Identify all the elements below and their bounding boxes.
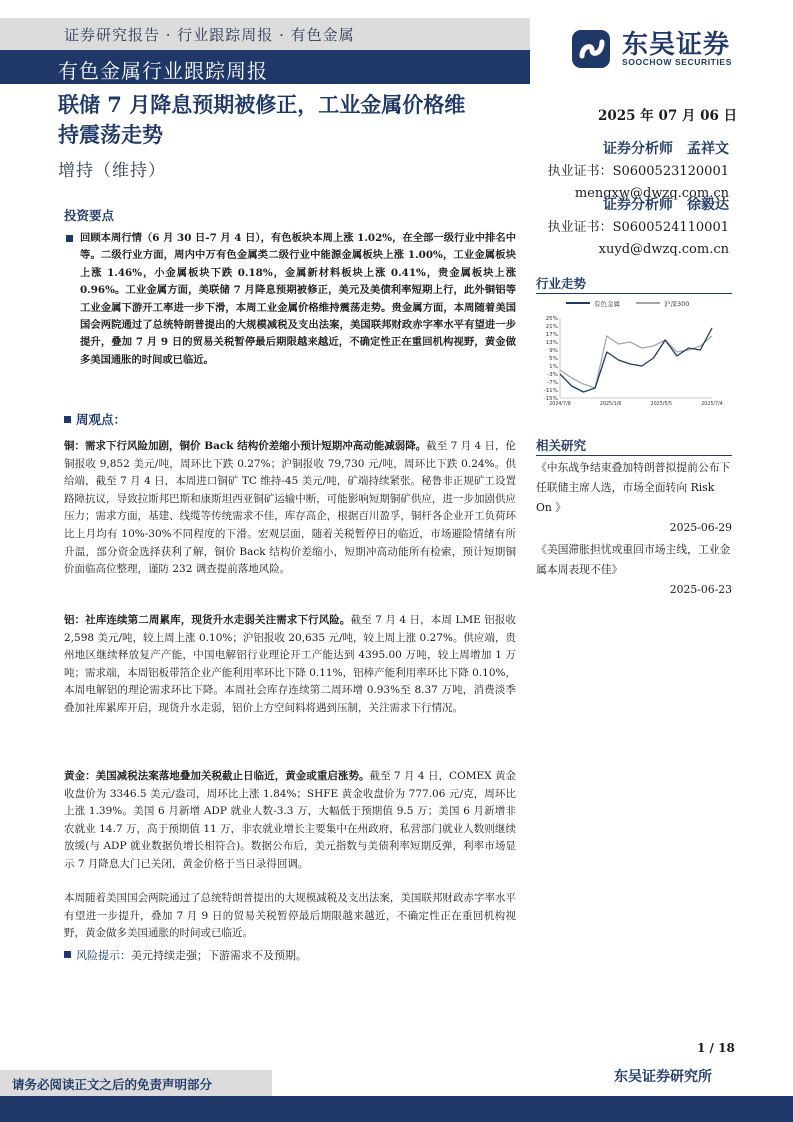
- title-line-2: 持震荡走势: [58, 122, 163, 147]
- x-tick-label: 2025/7/4: [701, 402, 723, 407]
- analyst-cert: 执业证书：S0600524110001: [547, 220, 729, 235]
- y-tick-label: 1%: [549, 364, 558, 370]
- disclaimer: 请务必阅读正文之后的免责声明部分: [12, 1077, 213, 1092]
- copper-paragraph: [64, 438, 516, 579]
- y-tick-label: 25%: [545, 316, 558, 322]
- analyst-name: 徐毅达: [687, 197, 729, 213]
- series-line-csi300: [560, 336, 712, 388]
- aluminum-body: 截至 7 月 4 日，本周 LME 铝报收 2,598 美元/吨，较上周上涨 0.10%；沪铝报收 20,635 元/吨，较上周上涨 0.27%。供应端，贵州地区继续释放复产产能，中国电解铝行业理论开工产能达到 4395.00 万吨，较上周增加 1 万吨；需求端，本周铝板带箔企业产能利用率环比下降 0.11%，铝棒产能利用率环比下降 0.10%，本周电解铝的理论需求环比下降。本周社会库存连续第二周环增 0.93%至 8.37 万吨，消费淡季叠加社库累库开启，现货升水走弱，铝价上方空间料将遇到压制，关注需求下行情况。: [64, 614, 517, 714]
- disclaimer-band: [0, 1070, 272, 1096]
- x-tick-label: 2025/1/6: [599, 402, 622, 407]
- report-date: 2025 年 07 月 06 日: [598, 108, 738, 124]
- logo-text-cn: 东吴证券: [622, 30, 731, 60]
- report-type-band: [0, 50, 530, 84]
- aluminum-title: 铝：社库连续第二周累库，现货升水走弱关注需求下行风险。: [64, 614, 351, 626]
- x-tick-label: 2024/7/8: [549, 402, 571, 407]
- related-heading: 相关研究: [536, 438, 587, 453]
- risk-label: 风险提示：: [76, 949, 131, 962]
- gold-paragraph: [64, 768, 516, 874]
- legend-label: 沪深300: [664, 300, 690, 308]
- logo-text-en: SOOCHOW SECURITIES: [622, 57, 732, 67]
- y-tick-label: -3%: [547, 372, 558, 378]
- trend-divider: [536, 293, 732, 294]
- series-line-nonferrous: [560, 328, 712, 392]
- page-number: 1 / 18: [697, 1041, 735, 1055]
- bullet-square-icon: [64, 416, 71, 423]
- related-divider: [536, 455, 732, 456]
- analyst-1: [548, 140, 729, 203]
- related-item-date: 2025-06-29: [669, 521, 732, 534]
- y-tick-label: 5%: [549, 356, 558, 362]
- trend-heading: 行业走势: [536, 276, 587, 291]
- analyst-email[interactable]: mengxw@dwzq.com.cn: [574, 186, 729, 201]
- y-tick-label: 9%: [549, 348, 558, 354]
- footer-bar: [0, 1096, 793, 1122]
- analyst-name: 孟祥文: [687, 141, 729, 157]
- y-tick-label: -15%: [543, 396, 558, 402]
- x-tick-label: 2025/5/5: [650, 402, 673, 407]
- gold-body: 截至 7 月 4 日，COMEX 黄金收盘价为 3346.5 美元/盎司，周环比上涨 1.84%；SHFE 黄金收盘价为 777.06 元/克，周环比上涨 1.39%。美国 6 月新增 ADP 就业人数-3.3 万，大幅低于预期值 9.5 万；美国 6 月新增非农就业 14.7 万，高于预期值 11 万，非农就业增长主要集中在州政府，私营部门就业人数则继续放缓(与 ADP 就业数据负增长相符合)。数据公布后，美元指数与美债利率短期反弹，利率市场显示 7 月降息大门已关闭，黄金价格于当日录得回调。: [64, 770, 516, 870]
- y-tick-label: -7%: [547, 380, 558, 386]
- analyst-2: [548, 196, 729, 259]
- views-heading-text: 周观点：: [76, 412, 127, 427]
- trend-chart: [536, 296, 732, 408]
- title-line-1: 联储 7 月降息预期被修正，工业金属价格维: [58, 92, 466, 117]
- related-item-title[interactable]: 《中东战争结束叠加特朗普拟提前公布下任联储主席人选，市场全面转向 Risk On 》: [536, 461, 731, 514]
- y-tick-label: -11%: [543, 388, 558, 394]
- copper-body: 截至 7 月 4 日，伦铜报收 9,852 美元/吨，周环比下跌 0.27%；沪铜报收 79,730 元/吨，周环比下跌 0.24%。供给端，截至 7 月 4 日，本周进口铜矿 TC 维持-45 美元/吨，矿端持续紧张。秘鲁非正规矿工设置路障抗议，导致拉斯邦巴斯和康斯坦西亚铜矿运输中断，可能影响短期铜矿供应，进一步加剧供应压力；需求方面，基建、线缆等传统需求不佳，库存高企，根据百川盈孚，铜杆各企业开工负荷环比上月均有 10%-30%不同程度的下滑。宏观层面，随着关税暂停日的临近，市场避险情绪有所升温，部分资金选择获利了解，铜价 Back 结构价差缩小，短期冲高动能所有检索，预计短期铜价面临高位整理，谨防 232 调查提前落地风险。: [64, 440, 516, 576]
- report-type: 有色金属行业跟踪周报: [58, 59, 268, 83]
- bullet-square-icon: [66, 235, 73, 242]
- aluminum-paragraph: [64, 612, 516, 718]
- related-item-date: 2025-06-23: [669, 583, 732, 596]
- y-tick-label: 17%: [545, 332, 558, 338]
- brand-logo: [568, 24, 748, 74]
- breadcrumb: 证券研究报告 · 行业跟踪周报 · 有色金属: [64, 26, 355, 44]
- analyst-email[interactable]: xuyd@dwzq.com.cn: [598, 242, 729, 257]
- analyst-cert: 执业证书：S0600523120001: [547, 164, 729, 179]
- views-heading: [64, 410, 126, 428]
- page-title: [58, 90, 528, 150]
- logo-mark-icon: [568, 26, 614, 72]
- rating: 增持（维持）: [58, 161, 166, 181]
- gold-title: 黄金：美国减税法案落地叠加关税截止日临近，黄金或重启涨势。: [64, 770, 370, 782]
- breadcrumb-band: [0, 18, 530, 50]
- summary-text: 回顾本周行情（6 月 30 日-7 月 4 日），有色板块本周上涨 1.02%，在全部一级行业中排名中等。二级行业方面，周内中万有色金属类二级行业中能源金属板块上涨 1.00%，工业金属板块上涨 1.46%，小金属板块下跌 0.18%，金属新材料板块上涨 0.41%，贵金属板块上涨 0.96%。工业金属方面，美联储 7 月降息预期被修正，美元及美债利率短期上行，此外铜铝等工业金属下游开工率进一步下滑，本周工业金属价格维持震荡走势。贵金属方面，本周随着美国国会两院通过了总统特朗普提出的大规模减税及支出法案，美国联邦财政赤字率水平有望进一步提升，叠加 7 月 9 日的贸易关税暂停最后期限越来越近，不确定性正在重回机构视野，黄金做多美国通胀的时间或已临近。: [80, 232, 516, 366]
- summary-text-block: [64, 230, 516, 369]
- analyst-label: 证券分析师: [603, 141, 673, 157]
- related-item-title[interactable]: 《美国滞胀担忧或重回市场主线，工业金属本周表现不佳》: [536, 543, 731, 576]
- related-item[interactable]: [536, 458, 732, 538]
- analyst-label: 证券分析师: [603, 197, 673, 213]
- risk-text: 美元持续走强；下游需求不及预期。: [131, 949, 307, 962]
- bullet-square-icon: [64, 951, 71, 958]
- y-tick-label: 13%: [545, 340, 558, 346]
- footer-brand: 东吴证券研究所: [614, 1069, 712, 1085]
- summary-heading: 投资要点: [64, 208, 115, 223]
- risk-note: [64, 947, 307, 963]
- legend-label: 有色金属: [594, 300, 620, 308]
- gold-paragraph-2: 本周随着美国国会两院通过了总统特朗普提出的大规模减税及支出法案，美国联邦财政赤字率水平有望进一步提升，叠加 7 月 9 日的贸易关税暂停最后期限越来越近，不确定性正在重回机构视野，黄金做多美国通胀的时间或已临近。: [64, 892, 516, 940]
- copper-title: 铜：需求下行风险加剧，铜价 Back 结构价差缩小预计短期冲高动能减弱降。: [64, 440, 427, 452]
- y-tick-label: 21%: [545, 324, 558, 330]
- related-item[interactable]: [536, 540, 732, 600]
